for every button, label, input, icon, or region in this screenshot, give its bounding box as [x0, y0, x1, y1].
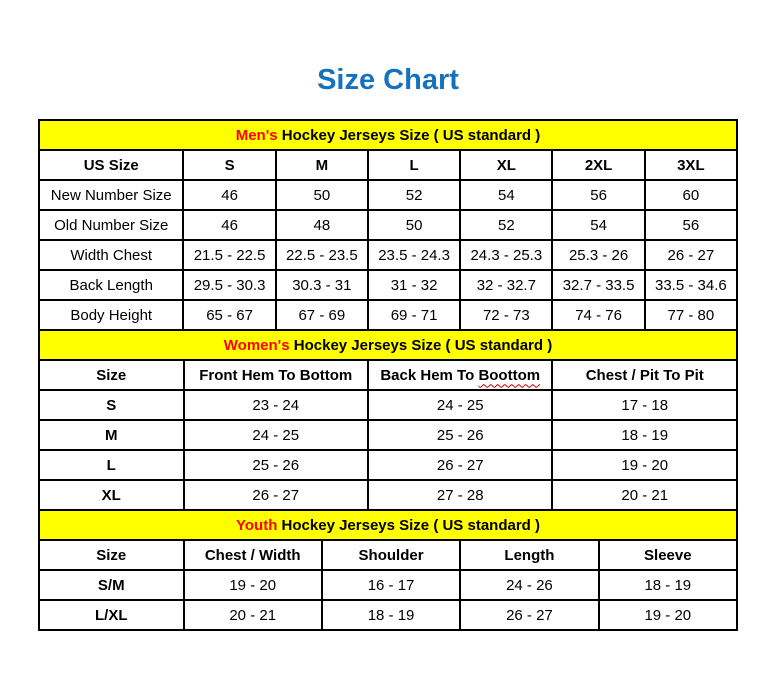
mens-value-cell: 54 — [460, 180, 552, 210]
youth-column-label: Chest / Width — [204, 546, 301, 564]
mens-column-label: 2XL — [584, 156, 613, 174]
mens-row-header: Body Height — [39, 300, 183, 330]
mens-banner-text: Hockey Jerseys Size ( US standard ) — [277, 126, 541, 144]
womens-banner-text: Hockey Jerseys Size ( US standard ) — [289, 336, 553, 354]
womens-column-label: Back Hem To — [380, 366, 479, 384]
mens-banner-row — [39, 120, 737, 150]
mens-column-label: M — [315, 156, 329, 174]
mens-column-label: US Size — [83, 156, 139, 174]
mens-column-header — [552, 150, 644, 180]
mens-column-label: L — [409, 156, 419, 174]
mens-row-header: Old Number Size — [39, 210, 183, 240]
womens-banner-row — [39, 330, 737, 360]
mens-column-header — [276, 150, 368, 180]
mens-value-cell: 32 - 32.7 — [460, 270, 552, 300]
mens-column-header — [39, 150, 183, 180]
mens-value-cell: 22.5 - 23.5 — [276, 240, 368, 270]
youth-data-row — [39, 570, 737, 600]
mens-value-cell: 32.7 - 33.5 — [552, 270, 644, 300]
mens-column-header — [368, 150, 460, 180]
mens-value-cell: 30.3 - 31 — [276, 270, 368, 300]
youth-column-label: Shoulder — [358, 546, 424, 564]
mens-value-cell: 26 - 27 — [645, 240, 737, 270]
mens-size-table — [38, 119, 738, 331]
womens-data-row — [39, 420, 737, 450]
mens-data-row — [39, 270, 737, 300]
mens-column-label: 3XL — [677, 156, 705, 174]
page-title: Size Chart — [317, 64, 459, 96]
mens-data-row — [39, 210, 737, 240]
mens-data-row — [39, 300, 737, 330]
youth-value-cell: 24 - 26 — [460, 570, 598, 600]
womens-value-cell: 19 - 20 — [552, 450, 737, 480]
youth-banner-highlight: Youth — [236, 516, 278, 534]
womens-column-label: Size — [96, 366, 127, 384]
womens-banner-highlight: Women's — [223, 336, 290, 354]
mens-row-header: New Number Size — [39, 180, 183, 210]
mens-value-cell: 60 — [645, 180, 737, 210]
youth-banner-row — [39, 510, 737, 540]
mens-value-cell: 56 — [552, 180, 644, 210]
womens-value-cell: 25 - 26 — [184, 450, 368, 480]
womens-data-row — [39, 450, 737, 480]
womens-column-label: Chest / Pit To Pit — [585, 366, 704, 384]
mens-value-cell: 69 - 71 — [368, 300, 460, 330]
mens-value-cell: 56 — [645, 210, 737, 240]
womens-column-header — [39, 360, 184, 390]
youth-value-cell: 19 - 20 — [184, 570, 322, 600]
womens-value-cell: 23 - 24 — [184, 390, 368, 420]
youth-banner — [39, 510, 737, 540]
youth-value-cell: 18 - 19 — [599, 570, 737, 600]
mens-banner — [39, 120, 737, 150]
womens-value-cell: 24 - 25 — [368, 390, 552, 420]
mens-value-cell: 33.5 - 34.6 — [645, 270, 737, 300]
mens-header-row — [39, 150, 737, 180]
mens-value-cell: 50 — [368, 210, 460, 240]
youth-banner-text: Hockey Jerseys Size ( US standard ) — [277, 516, 540, 534]
womens-row-header: XL — [39, 480, 184, 510]
mens-value-cell: 48 — [276, 210, 368, 240]
womens-value-cell: 26 - 27 — [368, 450, 552, 480]
womens-banner — [39, 330, 737, 360]
mens-data-row — [39, 180, 737, 210]
youth-header-row — [39, 540, 737, 570]
womens-value-cell: 20 - 21 — [552, 480, 737, 510]
womens-value-cell: 27 - 28 — [368, 480, 552, 510]
mens-value-cell: 74 - 76 — [552, 300, 644, 330]
youth-value-cell: 18 - 19 — [322, 600, 460, 630]
mens-value-cell: 52 — [460, 210, 552, 240]
youth-data-row — [39, 600, 737, 630]
youth-column-header — [39, 540, 184, 570]
mens-value-cell: 21.5 - 22.5 — [183, 240, 275, 270]
youth-value-cell: 16 - 17 — [322, 570, 460, 600]
mens-value-cell: 52 — [368, 180, 460, 210]
youth-column-header — [322, 540, 460, 570]
womens-column-header — [552, 360, 737, 390]
youth-column-header — [599, 540, 737, 570]
mens-column-header — [645, 150, 737, 180]
womens-header-row — [39, 360, 737, 390]
mens-row-header: Back Length — [39, 270, 183, 300]
youth-row-header: L/XL — [39, 600, 184, 630]
youth-row-header: S/M — [39, 570, 184, 600]
womens-column-label: Front Hem To Bottom — [199, 366, 353, 384]
youth-value-cell: 26 - 27 — [460, 600, 598, 630]
youth-value-cell: 19 - 20 — [599, 600, 737, 630]
mens-data-row — [39, 240, 737, 270]
womens-value-cell: 17 - 18 — [552, 390, 737, 420]
womens-column-header — [368, 360, 552, 390]
mens-value-cell: 65 - 67 — [183, 300, 275, 330]
mens-banner-highlight: Men's — [235, 126, 278, 144]
mens-value-cell: 23.5 - 24.3 — [368, 240, 460, 270]
mens-value-cell: 46 — [183, 210, 275, 240]
womens-column-header — [184, 360, 368, 390]
mens-value-cell: 77 - 80 — [645, 300, 737, 330]
mens-value-cell: 31 - 32 — [368, 270, 460, 300]
womens-row-header: M — [39, 420, 184, 450]
womens-value-cell: 25 - 26 — [368, 420, 552, 450]
womens-row-header: S — [39, 390, 184, 420]
youth-column-header — [460, 540, 598, 570]
womens-value-cell: 24 - 25 — [184, 420, 368, 450]
mens-column-label: XL — [496, 156, 516, 174]
mens-value-cell: 72 - 73 — [460, 300, 552, 330]
womens-size-table — [38, 329, 738, 511]
mens-value-cell: 46 — [183, 180, 275, 210]
youth-column-header — [184, 540, 322, 570]
womens-data-row — [39, 480, 737, 510]
misspelled-word: Boottom — [478, 366, 541, 384]
mens-value-cell: 29.5 - 30.3 — [183, 270, 275, 300]
youth-value-cell: 20 - 21 — [184, 600, 322, 630]
mens-column-label: S — [224, 156, 235, 174]
mens-value-cell: 25.3 - 26 — [552, 240, 644, 270]
youth-column-label: Sleeve — [644, 546, 692, 564]
youth-size-table — [38, 509, 738, 631]
womens-value-cell: 26 - 27 — [184, 480, 368, 510]
mens-value-cell: 67 - 69 — [276, 300, 368, 330]
womens-data-row — [39, 390, 737, 420]
youth-column-label: Length — [504, 546, 555, 564]
mens-value-cell: 24.3 - 25.3 — [460, 240, 552, 270]
youth-column-label: Size — [96, 546, 127, 564]
womens-value-cell: 18 - 19 — [552, 420, 737, 450]
mens-column-header — [460, 150, 552, 180]
mens-column-header — [183, 150, 275, 180]
mens-value-cell: 50 — [276, 180, 368, 210]
mens-row-header: Width Chest — [39, 240, 183, 270]
womens-row-header: L — [39, 450, 184, 480]
mens-value-cell: 54 — [552, 210, 644, 240]
